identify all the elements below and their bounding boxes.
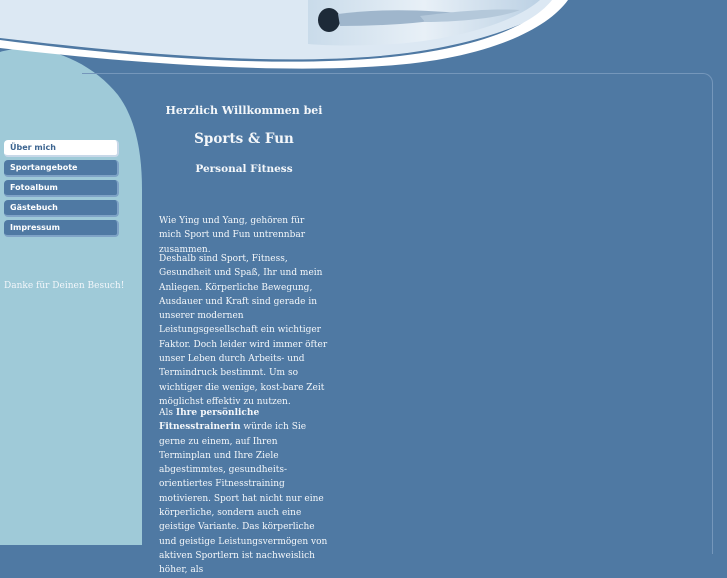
main-content [159,104,329,576]
trainer-post: würde ich Sie gerne zu einem, auf Ihren Terminplan und Ihre Ziele abgestimmtes, gesundheits-orientiertes Fitnesstraining motivieren. Sport hat nicht nur eine körperliche, sondern auch eine geistige Variante. Das körperliche und geistige Leistungsvermögen von aktiven Sportlern ist nachweislich höher, als [159,422,328,576]
trainer-bold: Ihre persönliche Fitnesstrainerin [159,408,260,433]
nav-item-sportangebote[interactable]: Sportangebote [4,160,119,177]
nav-item-impressum[interactable]: Impressum [4,220,119,237]
header-banner [0,0,727,80]
trainer-paragraph [159,406,331,578]
nav-item-ueber-mich[interactable]: Über mich [4,140,119,157]
brand-title: Sports & Fun [194,131,294,147]
nav-item-gaestebuch[interactable]: Gästebuch [4,200,119,217]
intro-paragraph: Wie Ying und Yang, gehören für mich Sport und Fun untrennbar zusammen. [159,216,306,255]
thanks-text: Danke für Deinen Besuch! [4,281,125,291]
subtitle-heading: Personal Fitness [195,163,293,175]
nav-item-fotoalbum[interactable]: Fotoalbum [4,180,119,197]
welcome-heading: Herzlich Willkommen bei [165,104,323,117]
body-paragraph: Deshalb sind Sport, Fitness, Gesundheit und Spaß, Ihr und mein Anliegen. Körperliche Bewegung, Ausdauer und Kraft sind gerade in unserer modernen Leistungsgesellschaft ein wichtiger Faktor. Doch leider wird immer öfter unser Leben durch Arbeits- und Termindruck bestimmt. Um so wichtiger die wenige, kost-bare Zeit möglichst effektiv zu nutzen. [159,254,328,407]
main-nav [4,140,119,240]
trainer-pre: Als [159,408,176,418]
swimmer-head-icon [318,8,340,32]
banner-graphic [0,0,727,80]
